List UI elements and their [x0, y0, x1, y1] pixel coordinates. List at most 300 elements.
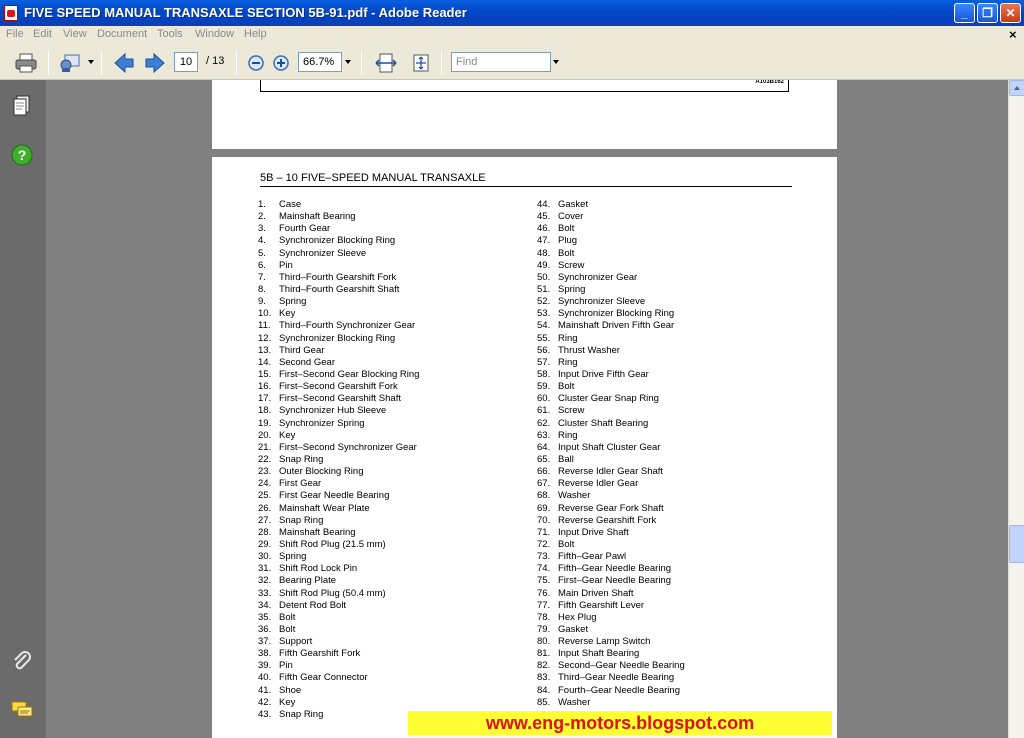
- part-list-item: [537, 345, 685, 357]
- part-name: Fourth Gear: [279, 223, 331, 235]
- part-number: 43.: [258, 708, 272, 720]
- part-name: Shift Rod Plug (50.4 mm): [279, 587, 386, 599]
- print-icon[interactable]: [15, 53, 37, 73]
- part-number: 28.: [258, 526, 272, 538]
- part-list-item: [258, 466, 419, 478]
- part-list-item: [537, 284, 685, 296]
- part-list-item: [537, 248, 685, 260]
- part-name: Ring: [558, 356, 578, 368]
- menu-file[interactable]: File: [6, 28, 24, 40]
- part-number: 81.: [537, 648, 551, 660]
- part-list-item: [258, 260, 419, 272]
- part-number: 2.: [258, 211, 266, 223]
- comments-icon[interactable]: [11, 699, 33, 721]
- part-number: 55.: [537, 332, 551, 344]
- part-number: 56.: [537, 344, 551, 356]
- part-number: 52.: [537, 296, 551, 308]
- part-number: 82.: [537, 660, 551, 672]
- part-number: 62.: [537, 417, 551, 429]
- part-list-item: [537, 490, 685, 502]
- part-list-item: [258, 515, 419, 527]
- part-name: First Gear Needle Bearing: [279, 490, 390, 502]
- part-number: 39.: [258, 660, 272, 672]
- part-list-item: [258, 442, 419, 454]
- part-name: Bolt: [279, 611, 296, 623]
- part-number: 37.: [258, 636, 272, 648]
- page-number-input[interactable]: 10: [174, 52, 198, 72]
- parts-list-right: [537, 199, 685, 709]
- part-number: 4.: [258, 235, 266, 247]
- part-number: 47.: [537, 235, 551, 247]
- part-name: Input Drive Shaft: [558, 526, 629, 538]
- part-name: Key: [279, 696, 296, 708]
- pdf-app-icon: [4, 5, 18, 21]
- part-name: Key: [279, 308, 296, 320]
- part-list-item: [258, 539, 419, 551]
- part-number: 59.: [537, 381, 551, 393]
- part-list-item: [537, 381, 685, 393]
- part-number: 40.: [258, 672, 272, 684]
- part-list-item: [537, 660, 685, 672]
- part-list-item: [537, 466, 685, 478]
- part-list-item: [258, 223, 419, 235]
- current-page: [212, 157, 837, 738]
- part-name: Reverse Idler Gear: [558, 478, 639, 490]
- menu-edit[interactable]: Edit: [33, 28, 52, 40]
- part-number: 30.: [258, 551, 272, 563]
- part-number: 21.: [258, 441, 272, 453]
- part-name: Spring: [279, 551, 307, 563]
- part-number: 74.: [537, 563, 551, 575]
- part-list-item: [258, 320, 419, 332]
- part-list-item: [258, 648, 419, 660]
- toolbar-separator: [361, 51, 362, 75]
- restore-button[interactable]: ❐: [977, 3, 998, 23]
- part-name: Screw: [558, 259, 585, 271]
- part-name: Bolt: [558, 223, 575, 235]
- part-number: 17.: [258, 393, 272, 405]
- part-number: 7.: [258, 271, 266, 283]
- scroll-thumb[interactable]: [1009, 525, 1024, 563]
- part-name: Third–Fourth Gearshift Shaft: [279, 283, 400, 295]
- part-name: Thrust Washer: [558, 344, 620, 356]
- part-list-item: [258, 685, 419, 697]
- part-number: 67.: [537, 478, 551, 490]
- part-name: Case: [279, 199, 302, 210]
- part-list-item: [537, 624, 685, 636]
- part-name: Hex Plug: [558, 611, 597, 623]
- previous-page: [212, 80, 837, 149]
- part-number: 73.: [537, 551, 551, 563]
- part-list-item: [537, 430, 685, 442]
- part-number: 64.: [537, 441, 551, 453]
- part-number: 14.: [258, 356, 272, 368]
- part-number: 53.: [537, 308, 551, 320]
- part-number: 49.: [537, 259, 551, 271]
- part-list-item: [537, 478, 685, 490]
- part-number: 46.: [537, 223, 551, 235]
- part-list-item: [258, 333, 419, 345]
- part-name: Fifth Gearshift Fork: [279, 648, 361, 660]
- part-name: Ring: [558, 332, 578, 344]
- part-number: 35.: [258, 611, 272, 623]
- svg-text:?: ?: [17, 147, 27, 163]
- part-list-item: [537, 260, 685, 272]
- part-list-item: [537, 636, 685, 648]
- part-number: 48.: [537, 247, 551, 259]
- part-number: 27.: [258, 514, 272, 526]
- part-name: First–Gear Needle Bearing: [558, 575, 671, 587]
- part-list-item: [537, 672, 685, 684]
- part-number: 61.: [537, 405, 551, 417]
- part-list-item: [258, 248, 419, 260]
- part-name: Synchronizer Blocking Ring: [279, 235, 396, 247]
- part-list-item: [258, 575, 419, 587]
- window-title: FIVE SPEED MANUAL TRANSAXLE SECTION 5B-91.pdf - Adobe Reader: [24, 5, 467, 20]
- toolbar: [0, 45, 1024, 80]
- title-bar[interactable]: [0, 0, 1024, 26]
- part-list-item: [537, 223, 685, 235]
- menu-help[interactable]: Help: [244, 28, 267, 40]
- part-list-item: [258, 709, 419, 721]
- part-name: Shoe: [279, 684, 302, 696]
- part-name: Synchronizer Spring: [279, 417, 365, 429]
- part-list-item: [537, 357, 685, 369]
- attachments-icon[interactable]: [11, 650, 33, 672]
- part-number: 70.: [537, 514, 551, 526]
- part-number: 54.: [537, 320, 551, 332]
- part-number: 16.: [258, 381, 272, 393]
- part-name: Third Gear: [279, 344, 325, 356]
- vertical-scrollbar[interactable]: [1008, 80, 1024, 738]
- part-name: Bolt: [558, 247, 575, 259]
- toolbar-separator: [441, 51, 442, 75]
- part-list-item: [258, 478, 419, 490]
- menu-window[interactable]: Window: [195, 28, 235, 40]
- part-list-item: [537, 405, 685, 417]
- pages-icon[interactable]: [11, 94, 33, 116]
- part-list-item: [258, 381, 419, 393]
- part-list-item: [537, 588, 685, 600]
- part-list-item: [537, 575, 685, 587]
- part-list-item: [537, 333, 685, 345]
- part-number: 32.: [258, 575, 272, 587]
- part-list-item: [258, 357, 419, 369]
- part-list-item: [258, 369, 419, 381]
- minimize-button[interactable]: _: [954, 3, 975, 23]
- part-list-item: [258, 430, 419, 442]
- document-view[interactable]: [46, 80, 1008, 738]
- part-name: Key: [279, 429, 296, 441]
- menu-document[interactable]: Document: [97, 28, 148, 40]
- part-number: 63.: [537, 429, 551, 441]
- part-number: 36.: [258, 623, 272, 635]
- part-number: 58.: [537, 368, 551, 380]
- part-name: Fifth Gear Connector: [279, 672, 368, 684]
- menu-tools[interactable]: Tools: [157, 28, 183, 40]
- part-number: 20.: [258, 429, 272, 441]
- part-number: 76.: [537, 587, 551, 599]
- part-number: 69.: [537, 502, 551, 514]
- part-number: 18.: [258, 405, 272, 417]
- part-list-item: [258, 284, 419, 296]
- part-list-item: [537, 418, 685, 430]
- part-list-item: [537, 600, 685, 612]
- part-list-item: [537, 308, 685, 320]
- part-name: Main Driven Shaft: [558, 587, 634, 599]
- part-number: 83.: [537, 672, 551, 684]
- part-number: 6.: [258, 259, 266, 271]
- part-number: 66.: [537, 466, 551, 478]
- part-name: Bearing Plate: [279, 575, 337, 587]
- part-number: 57.: [537, 356, 551, 368]
- part-list-item: [258, 405, 419, 417]
- part-list-item: [258, 636, 419, 648]
- part-number: 31.: [258, 563, 272, 575]
- part-name: Fifth–Gear Pawl: [558, 551, 627, 563]
- part-list-item: [258, 345, 419, 357]
- part-number: 10.: [258, 308, 272, 320]
- part-list-item: [258, 697, 419, 709]
- zoom-dropdown-caret[interactable]: [345, 60, 351, 64]
- part-number: 19.: [258, 417, 272, 429]
- part-list-item: [537, 515, 685, 527]
- part-number: 75.: [537, 575, 551, 587]
- part-name: Washer: [558, 696, 591, 708]
- part-list-item: [537, 697, 685, 709]
- page-header: 5B – 10 FIVE–SPEED MANUAL TRANSAXLE: [260, 172, 792, 187]
- part-list-item: [537, 612, 685, 624]
- part-number: 71.: [537, 526, 551, 538]
- email-dropdown-caret[interactable]: [88, 60, 94, 64]
- part-number: 34.: [258, 599, 272, 611]
- part-number: 5.: [258, 247, 266, 259]
- zoom-out-icon[interactable]: [246, 53, 268, 73]
- part-name: Mainshaft Wear Plate: [279, 502, 370, 514]
- part-list-item: [258, 527, 419, 539]
- part-name: Reverse Lamp Switch: [558, 636, 651, 648]
- menu-view[interactable]: View: [63, 28, 87, 40]
- part-name: Outer Blocking Ring: [279, 466, 364, 478]
- part-list-item: [258, 660, 419, 672]
- figure-id: A103B162: [755, 80, 784, 85]
- part-list-item: [258, 308, 419, 320]
- part-name: Mainshaft Bearing: [279, 211, 356, 223]
- part-name: First–Second Synchronizer Gear: [279, 441, 417, 453]
- part-list-item: [258, 551, 419, 563]
- part-name: Cluster Shaft Bearing: [558, 417, 649, 429]
- part-list-item: [537, 454, 685, 466]
- part-list-item: [258, 672, 419, 684]
- part-list-item: [537, 527, 685, 539]
- toolbar-separator: [236, 51, 237, 75]
- close-document-button[interactable]: ×: [1009, 27, 1017, 42]
- part-list-item: [258, 418, 419, 430]
- part-list-item: [258, 454, 419, 466]
- part-list-item: [537, 442, 685, 454]
- part-name: Synchronizer Blocking Ring: [279, 332, 396, 344]
- part-name: Synchronizer Hub Sleeve: [279, 405, 387, 417]
- part-name: Snap Ring: [279, 708, 324, 720]
- part-name: Bolt: [279, 623, 296, 635]
- part-name: Shift Rod Lock Pin: [279, 563, 358, 575]
- part-number: 3.: [258, 223, 266, 235]
- part-number: 41.: [258, 684, 272, 696]
- part-number: 12.: [258, 332, 272, 344]
- part-number: 22.: [258, 453, 272, 465]
- part-number: 51.: [537, 283, 551, 295]
- part-list-item: [258, 490, 419, 502]
- part-name: Mainshaft Driven Fifth Gear: [558, 320, 675, 332]
- part-name: Fifth Gearshift Lever: [558, 599, 645, 611]
- part-list-item: [258, 624, 419, 636]
- part-list-item: [258, 296, 419, 308]
- part-number: 1.: [258, 199, 266, 210]
- part-list-item: [258, 393, 419, 405]
- part-name: Support: [279, 636, 313, 648]
- part-name: Gasket: [558, 199, 589, 210]
- part-name: Second–Gear Needle Bearing: [558, 660, 685, 672]
- part-name: Spring: [558, 283, 586, 295]
- part-name: Synchronizer Blocking Ring: [558, 308, 675, 320]
- part-name: Input Drive Fifth Gear: [558, 368, 649, 380]
- part-number: 68.: [537, 490, 551, 502]
- part-number: 50.: [537, 271, 551, 283]
- part-name: Input Shaft Cluster Gear: [558, 441, 661, 453]
- part-name: Synchronizer Gear: [558, 271, 638, 283]
- part-name: Pin: [279, 660, 293, 672]
- part-list-item: [537, 551, 685, 563]
- part-name: Pin: [279, 259, 293, 271]
- part-number: 85.: [537, 696, 551, 708]
- part-number: 13.: [258, 344, 272, 356]
- part-name: Third–Fourth Gearshift Fork: [279, 271, 397, 283]
- part-name: Reverse Idler Gear Shaft: [558, 466, 664, 478]
- part-list-item: [258, 612, 419, 624]
- part-name: Reverse Gearshift Fork: [558, 514, 657, 526]
- part-name: Detent Rod Bolt: [279, 599, 347, 611]
- part-list-item: [537, 211, 685, 223]
- part-name: Mainshaft Bearing: [279, 526, 356, 538]
- part-name: Bolt: [558, 538, 575, 550]
- part-list-item: [258, 600, 419, 612]
- part-list-item: [258, 235, 419, 247]
- part-name: Third–Gear Needle Bearing: [558, 672, 675, 684]
- scroll-up-arrow[interactable]: [1009, 80, 1024, 96]
- part-name: Second Gear: [279, 356, 335, 368]
- part-number: 80.: [537, 636, 551, 648]
- part-list-item: [258, 199, 419, 211]
- part-name: Snap Ring: [279, 453, 324, 465]
- part-number: 8.: [258, 283, 266, 295]
- part-list-item: [537, 503, 685, 515]
- part-number: 44.: [537, 199, 551, 210]
- part-list-item: [537, 369, 685, 381]
- part-list-item: [537, 648, 685, 660]
- part-number: 42.: [258, 696, 272, 708]
- part-name: First Gear: [279, 478, 322, 490]
- part-number: 77.: [537, 599, 551, 611]
- part-number: 11.: [258, 320, 271, 332]
- part-name: Ring: [558, 429, 578, 441]
- part-list-item: [258, 588, 419, 600]
- part-name: Bolt: [558, 381, 575, 393]
- toolbar-separator: [48, 51, 49, 75]
- part-list-item: [537, 539, 685, 551]
- part-number: 25.: [258, 490, 272, 502]
- part-number: 78.: [537, 611, 551, 623]
- part-name: Synchronizer Sleeve: [279, 247, 367, 259]
- part-list-item: [537, 320, 685, 332]
- part-number: 60.: [537, 393, 551, 405]
- part-name: Washer: [558, 490, 591, 502]
- next-page-icon[interactable]: [144, 53, 166, 73]
- parts-list-left: [258, 199, 419, 721]
- part-name: Ball: [558, 453, 574, 465]
- part-number: 65.: [537, 453, 551, 465]
- website-banner: www.eng-motors.blogspot.com: [408, 711, 832, 735]
- part-list-item: [537, 685, 685, 697]
- fit-page-icon[interactable]: [410, 53, 432, 73]
- close-window-button[interactable]: ✕: [1000, 3, 1021, 23]
- page-total-label: / 13: [206, 55, 225, 67]
- part-number: 79.: [537, 623, 551, 635]
- part-name: Cover: [558, 211, 584, 223]
- help-icon[interactable]: [11, 144, 33, 166]
- part-list-item: [258, 272, 419, 284]
- part-number: 72.: [537, 538, 551, 550]
- part-list-item: [537, 393, 685, 405]
- part-name: Fourth–Gear Needle Bearing: [558, 684, 680, 696]
- part-name: Third–Fourth Synchronizer Gear: [279, 320, 416, 332]
- find-dropdown-caret[interactable]: [553, 60, 559, 64]
- part-name: First–Second Gearshift Shaft: [279, 393, 401, 405]
- previous-page-icon[interactable]: [113, 53, 135, 73]
- part-name: Synchronizer Sleeve: [558, 296, 646, 308]
- part-number: 33.: [258, 587, 272, 599]
- part-name: Shift Rod Plug (21.5 mm): [279, 538, 386, 550]
- menu-bar: [0, 26, 1024, 45]
- figure-frame: [260, 80, 789, 92]
- part-list-item: [537, 199, 685, 211]
- part-list-item: [537, 563, 685, 575]
- part-list-item: [537, 272, 685, 284]
- part-name: First–Second Gearshift Fork: [279, 381, 398, 393]
- part-list-item: [258, 563, 419, 575]
- part-name: Spring: [279, 296, 307, 308]
- part-number: 45.: [537, 211, 551, 223]
- part-name: Cluster Gear Snap Ring: [558, 393, 659, 405]
- part-number: 26.: [258, 502, 272, 514]
- part-number: 84.: [537, 684, 551, 696]
- zoom-level-field[interactable]: 66.7%: [298, 52, 342, 72]
- part-list-item: [537, 296, 685, 308]
- email-icon[interactable]: [59, 53, 81, 73]
- fit-width-icon[interactable]: [375, 53, 397, 73]
- part-name: Screw: [558, 405, 585, 417]
- part-list-item: [258, 211, 419, 223]
- part-number: 23.: [258, 466, 272, 478]
- part-number: 24.: [258, 478, 272, 490]
- find-input[interactable]: Find: [451, 52, 551, 72]
- part-number: 15.: [258, 368, 272, 380]
- part-name: Reverse Gear Fork Shaft: [558, 502, 664, 514]
- part-list-item: [537, 235, 685, 247]
- part-number: 38.: [258, 648, 272, 660]
- zoom-in-icon[interactable]: [271, 53, 293, 73]
- part-name: Snap Ring: [279, 514, 324, 526]
- part-name: First–Second Gear Blocking Ring: [279, 368, 420, 380]
